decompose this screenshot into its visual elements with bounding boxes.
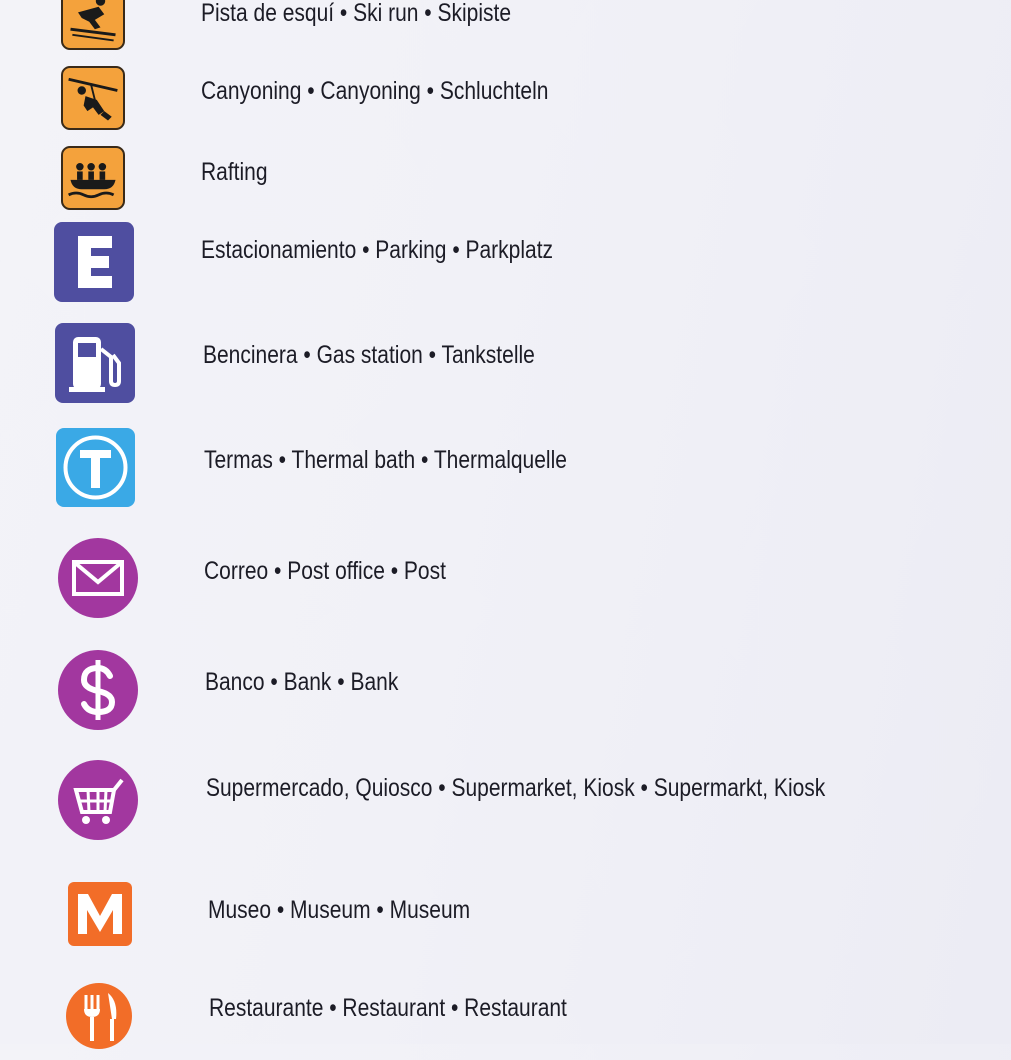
legend-label: Canyoning • Canyoning • Schluchteln	[201, 77, 549, 105]
legend-row-parking	[0, 220, 1011, 300]
legend-row-museum	[0, 876, 1011, 956]
legend-label: Termas • Thermal bath • Thermalquelle	[204, 446, 567, 474]
legend-label: Banco • Bank • Bank	[205, 668, 399, 696]
legend-label: Rafting	[201, 158, 268, 186]
dollar-sign-icon	[58, 650, 138, 730]
legend-row-restaurant	[0, 980, 1011, 1060]
legend-row-gas-station	[0, 320, 1011, 400]
gas-pump-icon	[55, 323, 135, 403]
legend-row-rafting	[0, 140, 1011, 220]
legend-row-canyoning	[0, 60, 1011, 140]
parking-e-icon	[54, 222, 134, 302]
museum-m-icon	[68, 882, 132, 946]
legend-row-thermal-bath	[0, 425, 1011, 505]
legend-label: Restaurante • Restaurant • Restaurant	[209, 994, 567, 1022]
canyoning-icon	[61, 66, 125, 130]
legend-row-bank	[0, 650, 1011, 730]
legend-label: Correo • Post office • Post	[204, 557, 446, 585]
thermal-bath-t-icon	[56, 428, 135, 507]
legend-label: Estacionamiento • Parking • Parkplatz	[201, 236, 554, 264]
legend-label: Bencinera • Gas station • Tankstelle	[203, 341, 535, 369]
legend-label: Supermercado, Quiosco • Supermarket, Kiosk • Supermarkt, Kiosk	[206, 774, 826, 802]
rafting-icon	[61, 146, 125, 210]
legend-label: Museo • Museum • Museum	[208, 896, 471, 924]
shopping-cart-icon	[58, 760, 138, 840]
legend-row-supermarket	[0, 760, 1011, 840]
fork-knife-icon	[66, 983, 132, 1049]
legend-row-post-office	[0, 538, 1011, 618]
envelope-icon	[58, 538, 138, 618]
skier-icon	[61, 0, 125, 50]
legend-label: Pista de esquí • Ski run • Skipiste	[201, 0, 512, 27]
